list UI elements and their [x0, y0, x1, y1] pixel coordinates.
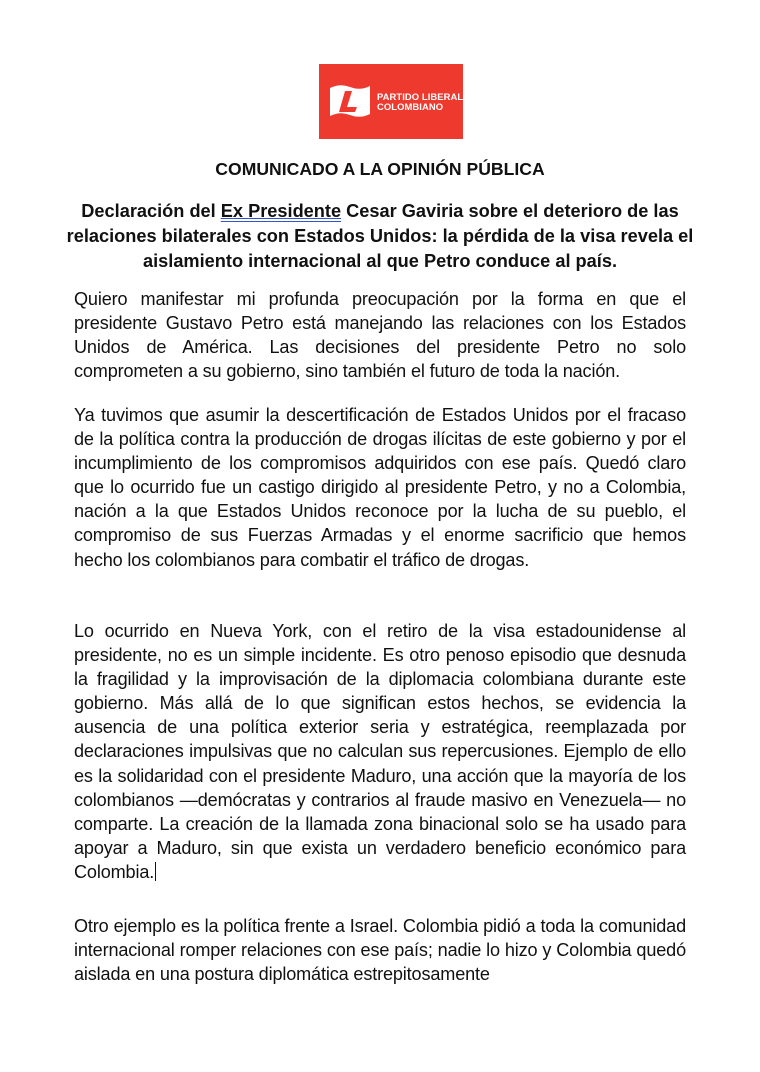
logo-line-2: COLOMBIANO — [377, 100, 444, 112]
subtitle-text-end: Cesar Gaviria sobre el deterioro de las relaciones bilaterales con Estados Unidos: la pérdida de la visa revela el aislamiento internacional al que Petro conduce al país. — [66, 201, 694, 271]
logo-line-1: PARTIDO LIBERAL — [377, 91, 464, 102]
document-subtitle — [60, 199, 700, 274]
paragraph-text: Lo ocurrido en Nueva York, con el retiro de la visa estadounidense al presidente, no es un simple incidente. Es otro penoso episodio que desnuda la fragilidad y la improvisación de la diplomacia colombiana durante este gobierno. Más allá de lo que significan estos hechos, se evidencia la ausencia de una política exterior seria y estratégica, reemplazada por declaraciones impulsivas que no calculan sus repercusiones. Ejemplo de ello es la solidaridad con el presidente Maduro, una acción que la mayoría de los colombianos —demócratas y contrarios al fraude masivo en Venezuela— no comparte. La creación de la llamada zona binacional solo se ha usado para apoyar a Maduro, sin que exista un verdadero beneficio económico para Colombia. — [74, 621, 686, 882]
flag-icon — [328, 82, 372, 120]
paragraph — [74, 619, 686, 884]
document-title: COMUNICADO A LA OPINIÓN PÚBLICA — [215, 159, 545, 179]
paragraph: Otro ejemplo es la política frente a Israel. Colombia pidió a toda la comunidad internacional romper relaciones con ese país; nadie lo hizo y Colombia quedó aislada en una postura diplomática estrepitosamente — [74, 916, 686, 985]
logo-text — [377, 92, 463, 111]
subtitle-text-start: Declaración del — [81, 201, 221, 221]
spellcheck-flagged-text[interactable]: Ex Presidente — [220, 201, 342, 221]
paragraph: Quiero manifestar mi profunda preocupación por la forma en que el presidente Gustavo Petro está manejando las relaciones con los Estados Unidos de América. Las decisiones del presidente Petro no solo comprometen a su gobierno, sino también el futuro de toda la nación. — [74, 289, 686, 382]
paragraph: Ya tuvimos que asumir la descertificación de Estados Unidos por el fracaso de la política contra la producción de drogas ilícitas de este gobierno y por el incumplimiento de los compromisos adquiridos con ese país. Quedó claro que lo ocurrido fue un castigo dirigido al presidente Petro, y no a Colombia, nación a la que Estados Unidos reconoce por la lucha de su pueblo, el compromiso de sus Fuerzas Armadas y el enorme sacrificio que hemos hecho los colombianos para combatir el tráfico de drogas. — [74, 405, 686, 570]
text-cursor — [155, 862, 156, 881]
party-logo — [319, 64, 463, 139]
